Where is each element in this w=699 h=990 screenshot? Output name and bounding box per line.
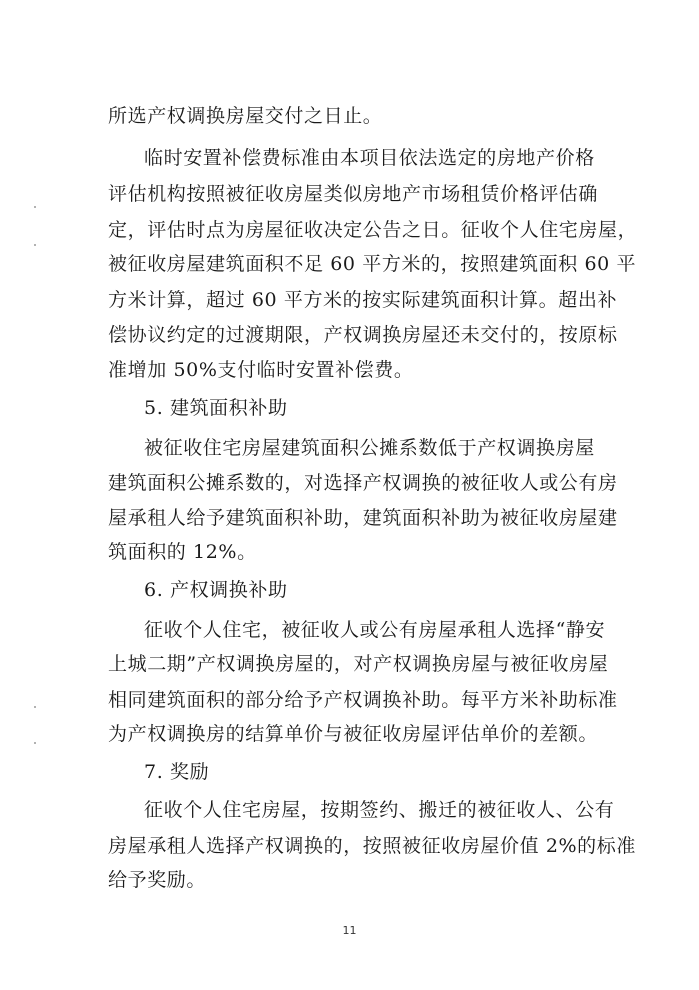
page-number: 11 — [342, 924, 357, 937]
paragraph-line: 定，评估时点为房屋征收决定公告之日。征收个人住宅房屋， — [108, 219, 638, 241]
paragraph-line: 准增加 50%支付临时安置补偿费。 — [108, 359, 414, 381]
paragraph-line: 评估机构按照被征收房屋类似房地产市场租赁价格评估确 — [108, 183, 599, 205]
paragraph-line: 给予奖励。 — [108, 869, 207, 891]
paragraph-line: 所选产权调换房屋交付之日止。 — [108, 105, 383, 127]
paragraph-line: 临时安置补偿费标准由本项目依法选定的房地产价格 — [144, 147, 595, 169]
section-heading: 5. 建筑面积补助 — [144, 397, 288, 419]
paragraph-line: 征收个人住宅房屋，按期签约、搬迁的被征收人、公有 — [144, 799, 615, 821]
paragraph-line: 屋承租人给予建筑面积补助，建筑面积补助为被征收房屋建 — [108, 507, 618, 529]
paragraph-line: 上城二期”产权调换房屋的，对产权调换房屋与被征收房屋 — [108, 653, 609, 675]
paragraph-line: 建筑面积公摊系数的，对选择产权调换的被征收人或公有房 — [108, 472, 618, 494]
paragraph-line: 征收个人住宅，被征收人或公有房屋承租人选择“静安 — [144, 619, 606, 641]
paragraph-line: 被征收住宅房屋建筑面积公摊系数低于产权调换房屋 — [144, 437, 595, 459]
paragraph-line: 偿协议约定的过渡期限，产权调换房屋还未交付的，按原标 — [108, 324, 618, 346]
binding-hole-mark — [34, 706, 36, 708]
binding-hole-mark — [34, 244, 36, 246]
paragraph-line: 方米计算，超过 60 平方米的按实际建筑面积计算。超出补 — [108, 289, 618, 311]
paragraph-line: 为产权调换房的结算单价与被征收房屋评估单价的差额。 — [108, 723, 599, 745]
section-heading: 6. 产权调换补助 — [144, 579, 288, 601]
paragraph-line: 房屋承租人选择产权调换的，按照被征收房屋价值 2%的标准 — [108, 835, 636, 857]
section-heading: 7. 奖励 — [144, 761, 210, 783]
binding-hole-mark — [34, 742, 36, 744]
paragraph-line: 筑面积的 12%。 — [108, 541, 257, 563]
binding-hole-mark — [34, 206, 36, 208]
paragraph-line: 相同建筑面积的部分给予产权调换补助。每平方米补助标准 — [108, 689, 618, 711]
paragraph-line: 被征收房屋建筑面积不足 60 平方米的，按照建筑面积 60 平 — [108, 253, 637, 275]
